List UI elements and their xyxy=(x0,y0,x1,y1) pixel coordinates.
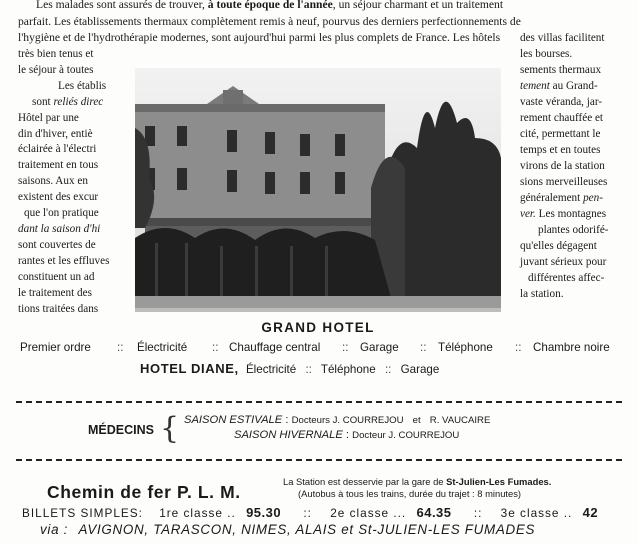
dashed-divider xyxy=(16,459,622,461)
hotel-diane-line xyxy=(140,361,439,376)
feature-item: Chambre noire xyxy=(533,341,610,354)
right-line: des villas facilitent xyxy=(520,32,605,44)
intro-text: Les malades sont assurés de trouver, xyxy=(36,0,205,11)
left-line: sont couvertes de xyxy=(18,238,96,251)
left-line: éclairée à l'électri xyxy=(18,143,97,156)
right-line: plantes odorifé- xyxy=(538,224,609,236)
summer-doctors: SAISON ESTIVALE : Docteurs J. COURREJOU et R. VAUCAIRE xyxy=(184,414,491,426)
station-line xyxy=(283,476,551,487)
left-line: Les établis xyxy=(58,79,107,92)
right-text-column xyxy=(520,30,620,302)
left-line: tions traitées dans xyxy=(18,302,99,315)
feature-item: Téléphone xyxy=(438,341,493,354)
right-line: virons de la station xyxy=(520,160,605,172)
separator: :: xyxy=(117,341,124,354)
conjunction: et xyxy=(412,415,421,426)
via-label: via : xyxy=(40,522,69,537)
dashed-divider xyxy=(16,401,622,403)
separator: :: xyxy=(303,506,312,520)
left-line: le séjour à toutes xyxy=(18,63,94,76)
bus-line: (Autobus à tous les trains, durée du trajet : 8 minutes) xyxy=(298,488,522,499)
doctor-names: Docteurs J. COURREJOU xyxy=(291,415,404,426)
feature-item: Garage xyxy=(400,363,440,376)
intro-text: , un séjour charmant et un traitement xyxy=(332,0,504,11)
price: 95.30 xyxy=(246,505,282,520)
left-text-column xyxy=(18,47,118,317)
intro-emphasis: à toute époque de l'année xyxy=(207,0,333,11)
separator: :: xyxy=(342,341,349,354)
right-line: sions merveilleuses xyxy=(520,176,608,188)
railway-title: Chemin de fer P. L. M. xyxy=(47,482,241,502)
feature-item: Chauffage central xyxy=(229,341,321,354)
separator: :: xyxy=(473,506,483,520)
left-line: que l'on pratique xyxy=(24,207,99,220)
left-line: saisons. Aux en xyxy=(18,175,88,188)
right-line: différentes affec- xyxy=(528,272,605,284)
via-line xyxy=(40,522,535,537)
right-line: temps et en toutes xyxy=(520,144,601,156)
left-line: très bien tenus et xyxy=(18,48,94,60)
doctor-names: R. VAUCAIRE xyxy=(429,415,491,426)
price: 64.35 xyxy=(416,505,452,520)
medecins-title: MÉDECINS xyxy=(88,423,154,437)
right-line: tement au Grand- xyxy=(520,80,598,92)
feature-item: Électricité xyxy=(245,363,297,376)
left-line: din d'hiver, entiè xyxy=(18,127,93,140)
right-line: la station. xyxy=(520,288,564,300)
right-line: juvant sérieux pour xyxy=(520,256,607,268)
winter-doctors: SAISON HIVERNALE : Docteur J. COURREJOU xyxy=(234,429,460,441)
grand-hotel-photo xyxy=(135,68,501,312)
right-line: rement chauffée et xyxy=(520,112,604,124)
left-line: rantes et les effluves xyxy=(18,254,110,267)
left-line: le traitement des xyxy=(18,286,92,299)
right-line: ver. Les montagnes xyxy=(520,208,607,220)
intro-line-1 xyxy=(18,0,622,14)
intro-line-2: parfait. Les établissements thermaux complètement remis à neuf, pourvus des derniers perfectionnements de xyxy=(18,14,521,28)
right-line: sements thermaux xyxy=(520,64,602,76)
right-line: qu'elles dégagent xyxy=(520,240,597,252)
left-line: dant la saison d'hi xyxy=(18,222,101,235)
via-route: AVIGNON, TARASCON, NIMES, ALAIS et St-JULIEN-LES FUMADES xyxy=(78,522,536,537)
left-line: existent des excur xyxy=(18,191,99,204)
hotel-diane-name: HOTEL DIANE, xyxy=(140,361,239,376)
left-line: Hôtel par une xyxy=(18,111,79,124)
separator: :: xyxy=(384,363,392,376)
price: 42 xyxy=(582,505,599,520)
feature-item: Électricité xyxy=(137,341,188,354)
separator: :: xyxy=(420,341,427,354)
class-label: 1re classe .. xyxy=(159,506,236,520)
right-line: vaste véranda, jar- xyxy=(520,96,603,108)
station-name: St-Julien-Les Fumades. xyxy=(446,476,552,487)
feature-item: Garage xyxy=(360,341,399,354)
right-line: généralement pen- xyxy=(520,192,603,204)
feature-item: Téléphone xyxy=(320,363,376,376)
separator: :: xyxy=(515,341,522,354)
station-text: La Station est desservie par la gare de xyxy=(283,476,444,487)
doctor-names: Docteur J. COURREJOU xyxy=(352,430,460,441)
season-label: SAISON ESTIVALE xyxy=(184,414,283,426)
class-label: 2e classe ... xyxy=(330,506,407,520)
brace-icon: { xyxy=(160,411,180,446)
photo-caption: GRAND HOTEL xyxy=(261,320,375,335)
billets-line xyxy=(22,505,598,520)
season-label: SAISON HIVERNALE xyxy=(234,429,343,441)
right-line: les bourses. xyxy=(520,48,573,60)
left-line: traitement en tous xyxy=(18,159,99,172)
left-line: constituent un ad xyxy=(18,270,95,283)
intro-line-3: l'hygiène et de l'hydrothérapie modernes, sont aujourd'hui parmi les plus complets de France. Les hôtels xyxy=(18,31,501,44)
left-line: sont reliés direc xyxy=(32,95,104,108)
class-label: 3e classe .. xyxy=(500,506,573,520)
separator: :: xyxy=(305,363,312,376)
separator: :: xyxy=(212,341,219,354)
right-line: cité, permettant le xyxy=(520,128,601,140)
feature-item: Premier ordre xyxy=(20,341,91,354)
billets-label: BILLETS SIMPLES: xyxy=(22,506,143,520)
hotel-illustration xyxy=(135,68,501,312)
